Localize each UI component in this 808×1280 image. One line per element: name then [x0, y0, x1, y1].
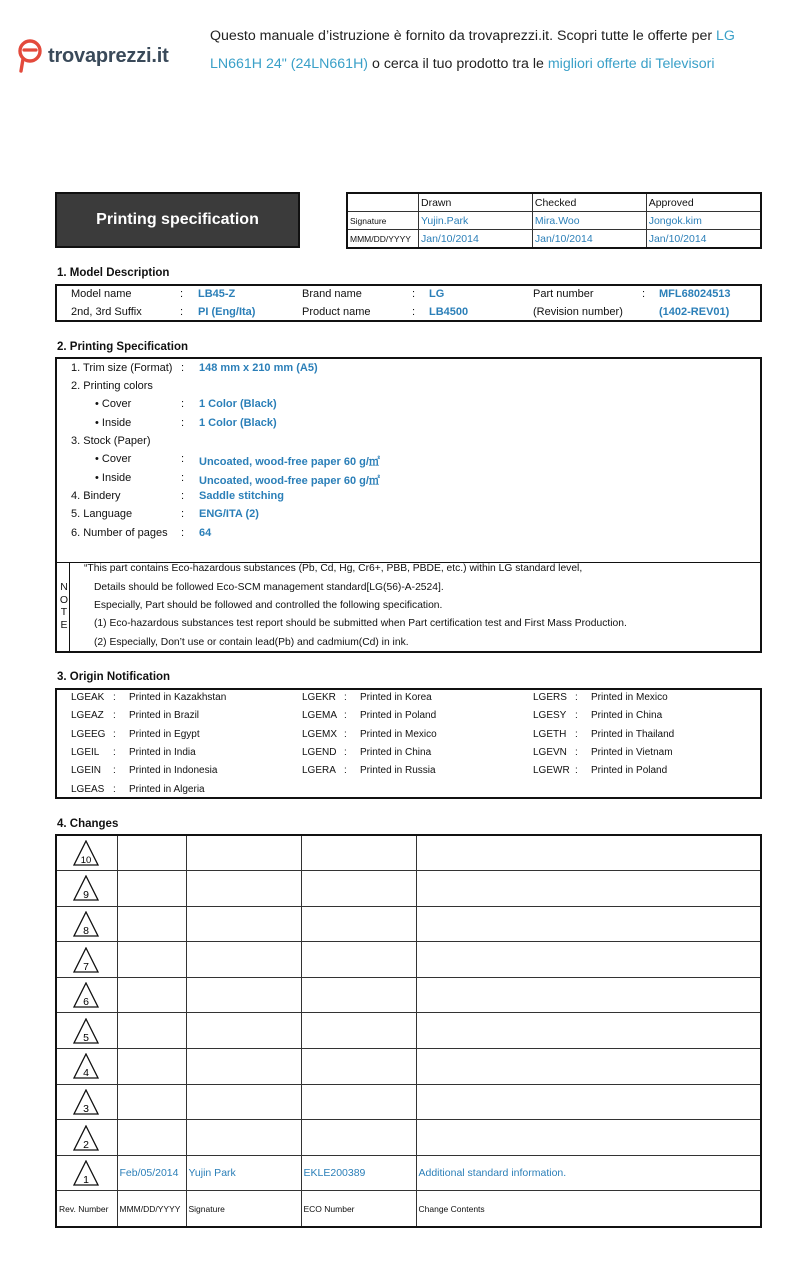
- revision-row: [56, 1013, 761, 1049]
- revision-row: [56, 977, 761, 1013]
- inside-stock-value: Uncoated, wood-free paper 60 g/㎡: [199, 475, 380, 487]
- changes-table: [55, 834, 762, 1228]
- colon: :: [181, 508, 185, 520]
- cover-color-label: • Cover: [95, 398, 132, 410]
- colon: :: [113, 765, 116, 777]
- origin-text: Printed in Poland: [360, 710, 437, 722]
- revision-signature: [186, 835, 301, 871]
- revision-triangle-icon: [73, 840, 99, 866]
- colon: :: [575, 746, 578, 758]
- revision-number-cell: [56, 871, 117, 907]
- revision-date: [117, 977, 186, 1013]
- drawn-header: Drawn: [419, 193, 533, 212]
- revision-triangle-icon: [73, 911, 99, 937]
- origin-code: LGEWR: [533, 765, 570, 777]
- revision-triangle-icon: [73, 1053, 99, 1079]
- change-contents: [416, 977, 761, 1013]
- inside-color-label: • Inside: [95, 417, 132, 429]
- revision-date: [117, 1120, 186, 1156]
- revision-signature: [186, 977, 301, 1013]
- revision-date: [117, 835, 186, 871]
- revision-date: [117, 1084, 186, 1120]
- trim-size-label: 1. Trim size (Format): [71, 362, 173, 374]
- note-line: (1) Eco-hazardous substances test report should be submitted when Part certification test and First Mass Production.: [94, 618, 627, 629]
- colon: :: [181, 453, 185, 465]
- changes-header-cell: MMM/DD/YYYY: [117, 1191, 186, 1227]
- origin-text: Printed in Korea: [360, 692, 432, 703]
- origin-text: Printed in Algeria: [129, 783, 205, 795]
- cover-color-value: 1 Color (Black): [199, 398, 277, 410]
- origin-code: LGEIL: [71, 746, 100, 758]
- note-letter: E: [60, 618, 68, 631]
- signature-label: Signature: [347, 212, 419, 230]
- approved-date: Jan/10/2014: [646, 230, 761, 249]
- part-number-label: Part number: [533, 288, 594, 300]
- note-letters: [58, 581, 70, 631]
- eco-number: [301, 1120, 416, 1156]
- price-tag-logo-icon: [18, 38, 44, 74]
- colon: :: [180, 306, 184, 318]
- checked-date: Jan/10/2014: [532, 230, 646, 249]
- origin-code: LGEIN: [71, 765, 102, 777]
- origin-code: LGEMA: [302, 710, 338, 722]
- cover-stock-label: • Cover: [95, 453, 132, 465]
- origin-code: LGEAZ: [71, 710, 104, 722]
- colon: :: [344, 692, 347, 703]
- model-name-value: LB45-Z: [198, 288, 236, 300]
- revision-date: [117, 942, 186, 978]
- revision-number-cell: [56, 1155, 117, 1191]
- origin-text: Printed in Vietnam: [591, 746, 673, 758]
- change-contents: [416, 942, 761, 978]
- model-row-2: [57, 304, 760, 322]
- colon: :: [344, 765, 347, 777]
- revision-triangle-icon: [73, 1089, 99, 1115]
- revision-row: [56, 871, 761, 907]
- origin-text: Printed in Brazil: [129, 710, 200, 722]
- changes-header-cell: ECO Number: [301, 1191, 416, 1227]
- revision-row: [56, 942, 761, 978]
- eco-number: [301, 1013, 416, 1049]
- colon: :: [344, 746, 347, 758]
- revision-number-cell: [56, 977, 117, 1013]
- origin-code: LGEND: [302, 746, 337, 758]
- colon: :: [181, 490, 185, 502]
- revision-number: 5: [83, 1031, 89, 1044]
- change-contents: [416, 1084, 761, 1120]
- revision-row: [56, 835, 761, 871]
- inside-color-value: 1 Color (Black): [199, 417, 277, 429]
- approved-signature: Jongok.kim: [646, 212, 761, 230]
- change-contents: [416, 871, 761, 907]
- revision-number-cell: [56, 1120, 117, 1156]
- banner-text: [210, 22, 790, 78]
- colon: :: [575, 692, 578, 703]
- origin-code: LGEAK: [71, 692, 105, 703]
- revision-number: 1: [83, 1174, 89, 1187]
- revision-date: Feb/05/2014: [117, 1155, 186, 1191]
- change-contents: [416, 1049, 761, 1085]
- revision-label: (Revision number): [533, 306, 623, 318]
- origin-text: Printed in China: [591, 710, 663, 722]
- colon: :: [113, 783, 116, 795]
- note-line: (2) Especially, Don’t use or contain lead(Pb) and cadmium(Cd) in ink.: [94, 637, 409, 648]
- colon: :: [113, 746, 116, 758]
- revision-row: [56, 1120, 761, 1156]
- origin-code: LGEMX: [302, 728, 338, 740]
- brand-name-value: LG: [429, 288, 445, 300]
- section-1-title: 1. Model Description: [57, 267, 170, 279]
- origin-text: Printed in Thailand: [591, 728, 675, 740]
- revision-signature: [186, 1049, 301, 1085]
- drawn-signature: Yujin.Park: [419, 212, 533, 230]
- pages-label: 6. Number of pages: [71, 527, 168, 539]
- revision-signature: [186, 906, 301, 942]
- suffix-label: 2nd, 3rd Suffix: [71, 306, 142, 318]
- origin-code: LGEAS: [71, 783, 105, 795]
- revision-date: [117, 1049, 186, 1085]
- revision-triangle-icon: [73, 1160, 99, 1186]
- change-contents: Additional standard information.: [416, 1155, 761, 1191]
- colon: :: [642, 288, 646, 300]
- drawn-date: Jan/10/2014: [419, 230, 533, 249]
- change-contents: [416, 1120, 761, 1156]
- origin-text: Printed in China: [360, 746, 432, 758]
- note-line: Details should be followed Eco-SCM management standard[LG(56)-A-2524].: [94, 582, 444, 593]
- revision-signature: Yujin Park: [186, 1155, 301, 1191]
- note-letter: T: [60, 606, 68, 618]
- revision-number-cell: [56, 942, 117, 978]
- origin-notification-box: [55, 688, 762, 799]
- colon: :: [113, 710, 116, 722]
- origin-text: Printed in Poland: [591, 765, 668, 777]
- printing-colors-label: 2. Printing colors: [71, 380, 153, 392]
- banner-text-2: o cerca il tuo prodotto tra le: [368, 56, 548, 72]
- colon: :: [575, 728, 578, 740]
- revision-number: 9: [83, 889, 89, 902]
- checked-header: Checked: [532, 193, 646, 212]
- origin-text: Printed in Russia: [360, 765, 436, 777]
- checked-signature: Mira.Woo: [532, 212, 646, 230]
- approved-header: Approved: [646, 193, 761, 212]
- origin-text: Printed in India: [129, 746, 196, 758]
- revision-triangle-icon: [73, 875, 99, 901]
- colon: :: [180, 288, 184, 300]
- eco-number: [301, 871, 416, 907]
- note-line: Especially, Part should be followed and controlled the following specification.: [94, 600, 443, 611]
- product-name-value: LB4500: [429, 306, 469, 318]
- pages-value: 64: [199, 527, 212, 539]
- product-link[interactable]: LG LN661H 24" (24LN661H): [210, 28, 735, 72]
- trim-size-value: 148 mm x 210 mm (A5): [199, 362, 318, 374]
- change-contents: [416, 1013, 761, 1049]
- colon: :: [344, 728, 347, 740]
- change-contents: [416, 835, 761, 871]
- suffix-value: PI (Eng/Ita): [198, 306, 256, 318]
- revision-row: [56, 1155, 761, 1191]
- eco-number: EKLE200389: [301, 1155, 416, 1191]
- date-label: MMM/DD/YYYY: [347, 230, 419, 249]
- changes-header-row: [56, 1191, 761, 1227]
- origin-text: Printed in Mexico: [591, 692, 668, 703]
- revision-date: [117, 906, 186, 942]
- revision-number: 10: [80, 855, 92, 867]
- approval-table: [346, 192, 762, 249]
- eco-number: [301, 977, 416, 1013]
- product-name-label: Product name: [302, 306, 371, 318]
- colon: :: [575, 710, 578, 722]
- colon: :: [412, 288, 416, 300]
- revision-number-cell: [56, 835, 117, 871]
- colon: :: [181, 362, 185, 374]
- revision-number-cell: [56, 1084, 117, 1120]
- revision-triangle-icon: [73, 982, 99, 1008]
- section-3-title: 3. Origin Notification: [57, 671, 171, 683]
- change-contents: [416, 906, 761, 942]
- model-row-1: [57, 286, 760, 304]
- revision-signature: [186, 1120, 301, 1156]
- bindery-label: 4. Bindery: [71, 490, 121, 502]
- origin-code: LGERA: [302, 765, 336, 777]
- revision-number-cell: [56, 1013, 117, 1049]
- origin-text: Printed in Kazakhstan: [129, 692, 227, 703]
- model-description-box: [55, 284, 762, 322]
- origin-code: LGESY: [533, 710, 567, 722]
- eco-number: [301, 1049, 416, 1085]
- origin-code: LGERS: [533, 692, 567, 703]
- printing-specification-title: Printing specification: [55, 192, 300, 248]
- brand-name-label: Brand name: [302, 288, 362, 300]
- revision-triangle-icon: [73, 1018, 99, 1044]
- eco-number: [301, 835, 416, 871]
- origin-code: LGEEG: [71, 728, 106, 740]
- changes-header-cell: Signature: [186, 1191, 301, 1227]
- note-line: “This part contains Eco-hazardous substances (Pb, Cd, Hg, Cr6+, PBB, PBDE, etc.) within LG standard level,: [84, 563, 583, 574]
- language-label: 5. Language: [71, 508, 133, 520]
- bindery-value: Saddle stitching: [199, 490, 284, 502]
- section-2-title: 2. Printing Specification: [57, 341, 188, 353]
- printing-specification-box: [55, 357, 762, 653]
- colon: :: [344, 710, 347, 722]
- approval-empty-cell: [347, 193, 419, 212]
- revision-signature: [186, 871, 301, 907]
- revision-number: 2: [83, 1138, 89, 1151]
- revision-number-cell: [56, 1049, 117, 1085]
- language-value: ENG/ITA (2): [199, 508, 259, 520]
- revision-signature: [186, 942, 301, 978]
- revision-row: [56, 906, 761, 942]
- origin-text: Printed in Mexico: [360, 728, 437, 740]
- revision-number-cell: [56, 906, 117, 942]
- changes-header-cell: Rev. Number: [56, 1191, 117, 1227]
- revision-row: [56, 1084, 761, 1120]
- revision-signature: [186, 1084, 301, 1120]
- cover-stock-value: Uncoated, wood-free paper 60 g/㎡: [199, 456, 380, 468]
- revision-date: [117, 871, 186, 907]
- eco-number: [301, 942, 416, 978]
- colon: :: [575, 765, 578, 777]
- inside-stock-label: • Inside: [95, 472, 132, 484]
- origin-text: Printed in Indonesia: [129, 765, 218, 777]
- revision-triangle-icon: [73, 947, 99, 973]
- origin-code: LGEKR: [302, 692, 336, 703]
- eco-number: [301, 1084, 416, 1120]
- eco-number: [301, 906, 416, 942]
- revision-number: 3: [83, 1102, 89, 1115]
- colon: :: [181, 417, 185, 429]
- changes-header-cell: Change Contents: [416, 1191, 761, 1227]
- note-letter: O: [59, 593, 69, 606]
- stock-label: 3. Stock (Paper): [71, 435, 151, 447]
- revision-number: 7: [83, 960, 89, 973]
- revision-row: [56, 1049, 761, 1085]
- colon: :: [181, 398, 185, 410]
- revision-date: [117, 1013, 186, 1049]
- best-offers-link[interactable]: migliori offerte di Televisori: [547, 56, 715, 72]
- model-name-label: Model name: [71, 288, 132, 300]
- origin-code: LGEVN: [533, 746, 567, 758]
- banner-text-1: Questo manuale d’istruzione è fornito da trovaprezzi.it. Scopri tutte le offerte per: [210, 28, 717, 44]
- revision-value: (1402-REV01): [659, 306, 730, 318]
- origin-text: Printed in Egypt: [129, 728, 200, 740]
- section-4-title: 4. Changes: [57, 818, 119, 830]
- colon: :: [412, 306, 416, 318]
- revision-number: 6: [83, 996, 89, 1009]
- note-letter: N: [60, 581, 68, 593]
- part-number-value: MFL68024513: [659, 288, 731, 300]
- colon: :: [181, 527, 185, 539]
- revision-number: 8: [83, 924, 89, 937]
- revision-triangle-icon: [73, 1125, 99, 1151]
- colon: :: [113, 692, 116, 703]
- colon: :: [113, 728, 116, 740]
- revision-number: 4: [83, 1067, 89, 1080]
- colon: :: [181, 472, 185, 484]
- revision-signature: [186, 1013, 301, 1049]
- logo-text: trovaprezzi.it: [48, 44, 169, 67]
- origin-code: LGETH: [533, 728, 567, 740]
- trovaprezzi-logo[interactable]: [18, 38, 169, 74]
